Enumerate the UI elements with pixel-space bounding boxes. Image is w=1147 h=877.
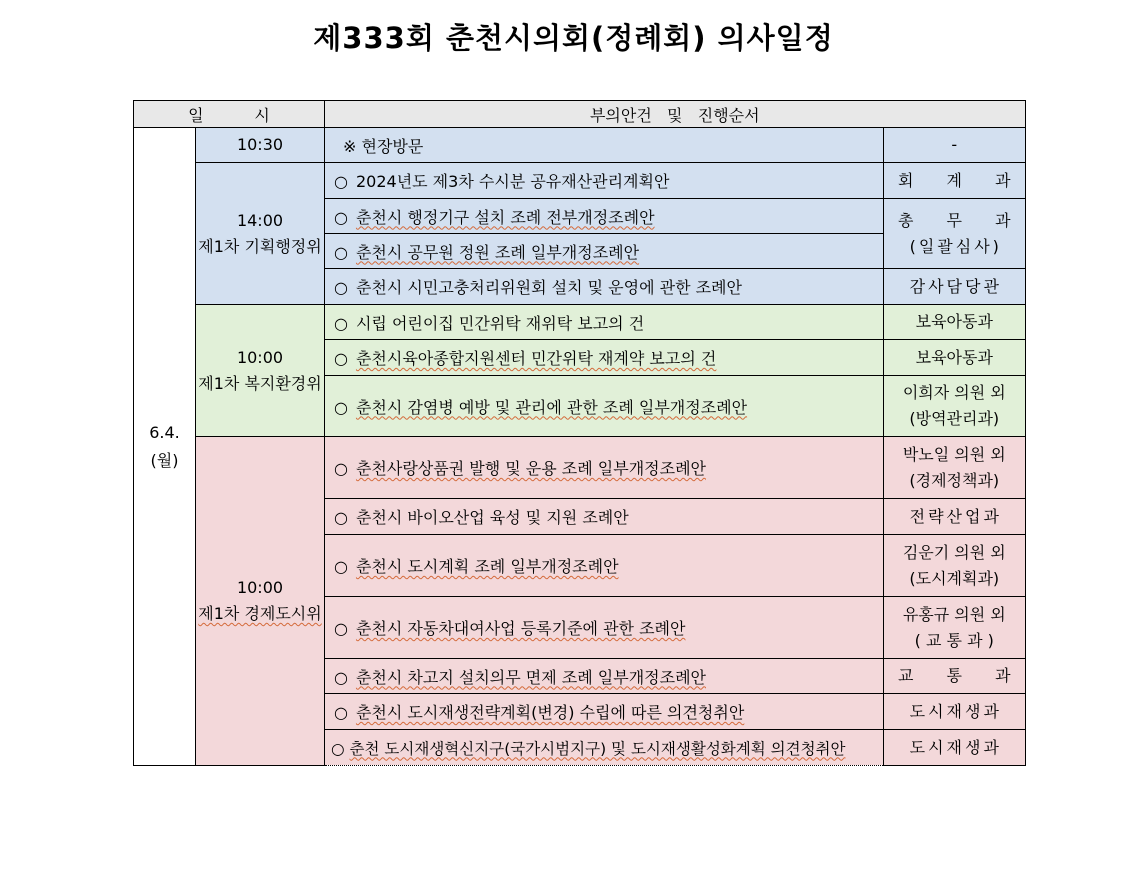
dept-label: 감사담당관	[909, 276, 1002, 296]
agenda-item: ○ 춘천시 도시계획 조례 일부개정조례안	[325, 535, 884, 597]
dept-sponsor: 유홍규 의원 외	[902, 604, 1006, 624]
table-row	[134, 437, 1026, 499]
visit-dept: -	[884, 128, 1026, 163]
dept-cell	[884, 376, 1026, 437]
dept-label: (방역관리과)	[909, 409, 1000, 428]
visit-text: ※ 현장방문	[325, 128, 884, 163]
circle-bullet-icon: ○	[334, 703, 348, 722]
session-time-cell	[196, 437, 325, 766]
dept-sponsor: 이희자 의원 외	[902, 383, 1006, 402]
circle-bullet-icon: ○	[334, 242, 348, 262]
agenda-item: ○ 춘천시 행정기구 설치 조례 전부개정조례안	[325, 199, 884, 234]
session-time: 10:00	[236, 347, 284, 367]
dept-label: 보육아동과	[884, 305, 1026, 340]
header-date-time: 일 시	[134, 101, 325, 128]
schedule-table	[133, 100, 1026, 766]
dept-label: ( 교 통 과 )	[914, 630, 994, 650]
circle-bullet-icon: ○	[334, 557, 348, 576]
circle-bullet-icon: ○	[334, 278, 348, 297]
session-time-cell	[196, 305, 325, 437]
table-row	[134, 163, 1026, 199]
dept-label: 총 무 과	[898, 210, 1025, 230]
dept-label: (도시계획과)	[909, 568, 1000, 588]
header-row	[134, 101, 1026, 128]
dept-label: 보육아동과	[884, 340, 1026, 376]
circle-bullet-icon: ○	[334, 207, 348, 227]
circle-bullet-icon: ○	[334, 508, 348, 527]
session-time: 10:00	[236, 578, 284, 597]
agenda-item: ○ 춘천시 자동차대여사업 등록기준에 관한 조례안	[325, 597, 884, 659]
agenda-item: ○ 춘천시육아종합지원센터 민간위탁 재계약 보고의 건	[325, 340, 884, 376]
circle-bullet-icon: ○	[334, 667, 348, 687]
agenda-item: ○ 춘천시 시민고충처리위원회 설치 및 운영에 관한 조례안	[325, 269, 884, 305]
session-committee: 제1차 복지환경위	[198, 373, 322, 393]
dept-label: (경제정책과)	[909, 470, 1000, 490]
day-date: 6.4.	[149, 422, 180, 442]
page-title: 제333회 춘천시의회(정례회) 의사일정	[313, 21, 834, 55]
agenda-item: ○ 춘천시 도시재생전략계획(변경) 수립에 따른 의견청취안	[325, 694, 884, 730]
dept-sponsor: 김운기 의원 외	[902, 542, 1006, 562]
agenda-item: ○ 춘천시 차고지 설치의무 면제 조례 일부개정조례안	[325, 659, 884, 694]
dept-cell	[884, 597, 1026, 659]
agenda-item: ○ 춘천시 바이오산업 육성 및 지원 조례안	[325, 499, 884, 535]
dept-label: 도시재생과	[909, 737, 1002, 757]
circle-bullet-icon: ○	[334, 172, 348, 191]
dept-label: 도시재생과	[909, 701, 1002, 721]
circle-bullet-icon: ○	[334, 397, 348, 417]
circle-bullet-icon: ○	[331, 739, 345, 758]
circle-bullet-icon: ○	[334, 459, 348, 478]
table-row	[134, 305, 1026, 340]
circle-bullet-icon: ○	[334, 619, 348, 638]
header-agenda: 부의안건 및 진행순서	[325, 101, 1026, 128]
dept-sponsor: 박노일 의원 외	[902, 444, 1006, 464]
agenda-item: ○ 춘천시 공무원 정원 조례 일부개정조례안	[325, 234, 884, 269]
session-committee: 제1차 기획행정위	[198, 236, 322, 256]
dept-label: 교 통 과	[898, 666, 1025, 685]
session-committee: 제1차 경제도시위	[198, 604, 322, 623]
agenda-item: ○ 시립 어린이집 민간위탁 재위탁 보고의 건	[325, 305, 884, 340]
dept-label: (일괄심사)	[909, 236, 1002, 256]
dept-cell	[884, 437, 1026, 499]
agenda-item: ○ 춘천시 감염병 예방 및 관리에 관한 조례 일부개정조례안	[325, 376, 884, 437]
session-time: 14:00	[236, 210, 284, 230]
visit-time: 10:30	[196, 128, 325, 163]
dept-cell	[884, 535, 1026, 597]
dept-label: 회 계 과	[898, 170, 1025, 190]
circle-bullet-icon: ○	[334, 349, 348, 368]
table-row	[134, 128, 1026, 163]
day-cell	[134, 128, 196, 766]
session-time-cell	[196, 163, 325, 305]
day-weekday: (월)	[150, 450, 179, 470]
agenda-item: ○ 춘천사랑상품권 발행 및 운용 조례 일부개정조례안	[325, 437, 884, 499]
dept-label: 전략산업과	[909, 506, 1002, 526]
agenda-item: ○ 춘천 도시재생혁신지구(국가시범지구) 및 도시재생활성화계획 의견청취안	[325, 730, 884, 766]
agenda-item: ○ 2024년도 제3차 수시분 공유재산관리계획안	[325, 163, 884, 199]
circle-bullet-icon: ○	[334, 313, 348, 333]
